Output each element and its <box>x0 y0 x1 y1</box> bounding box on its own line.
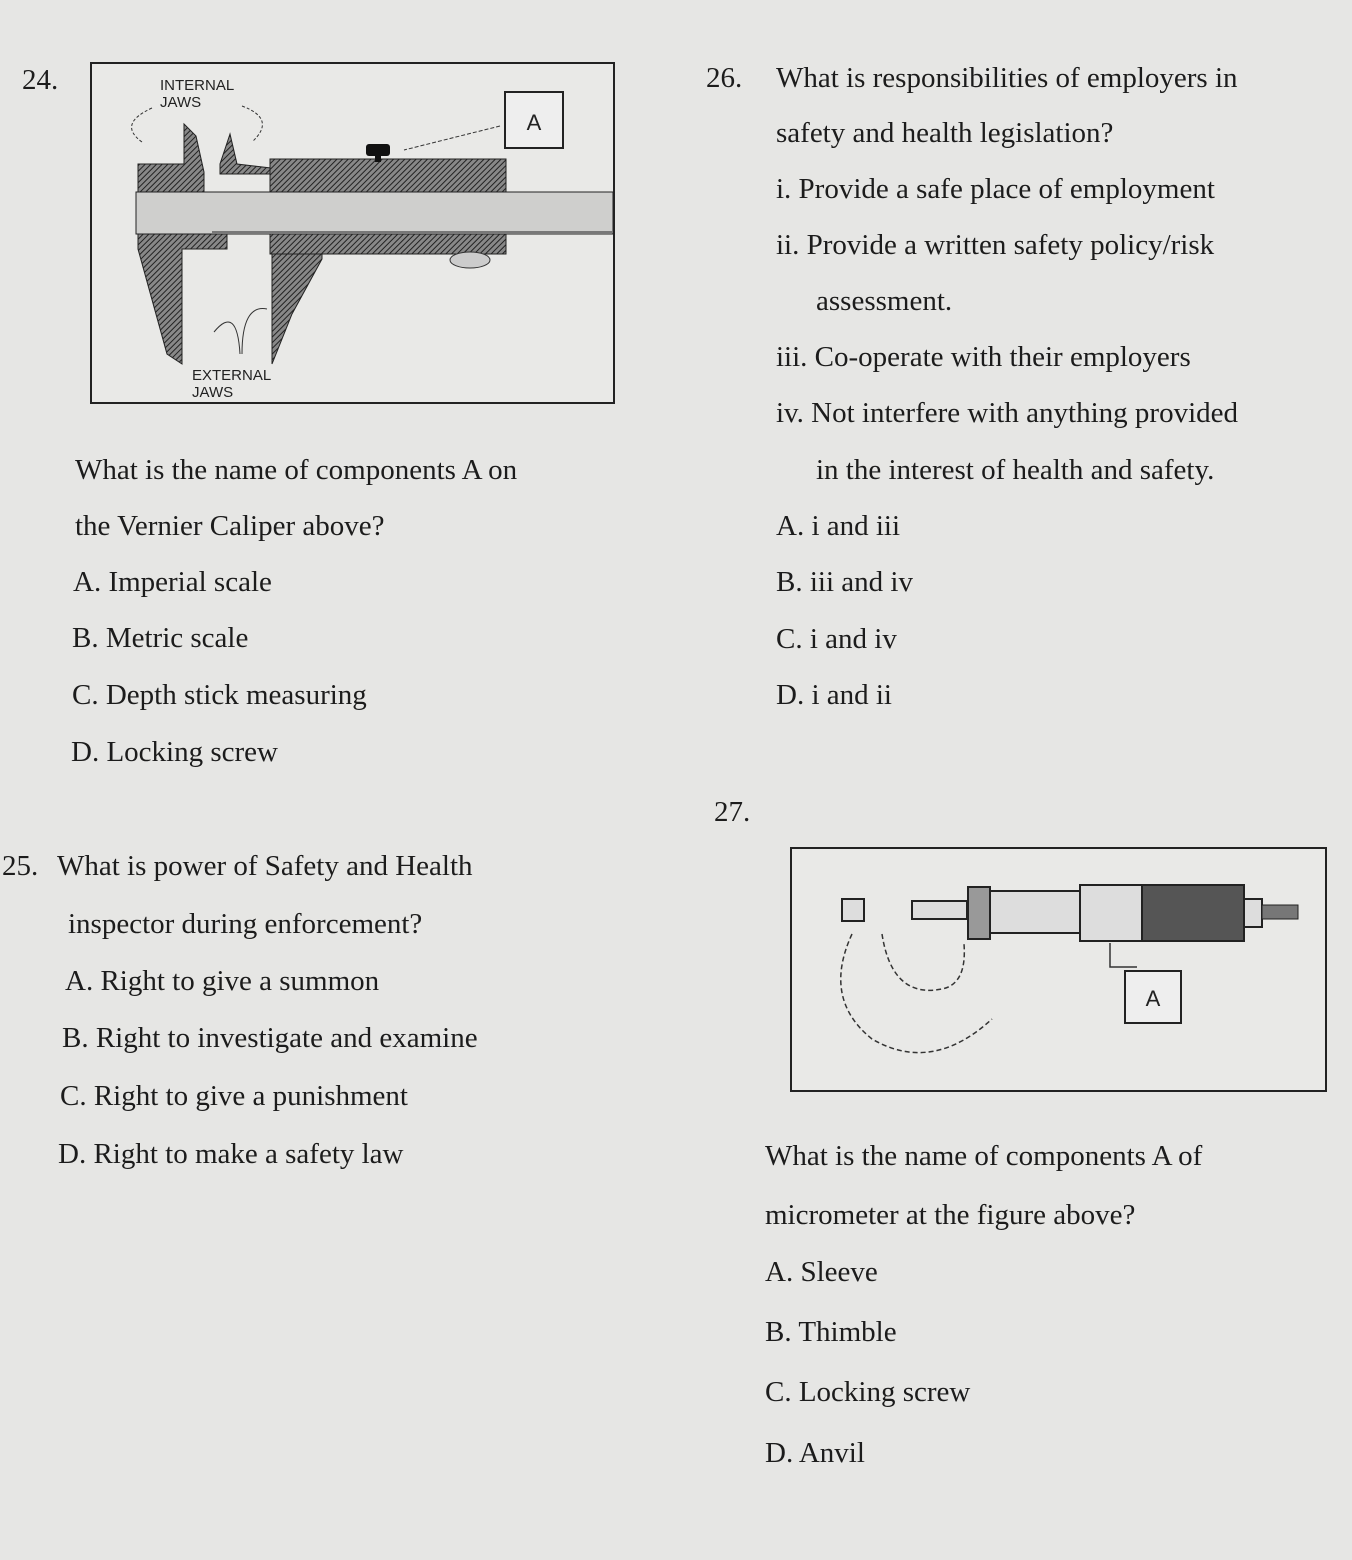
q26-statement-iv: iv. Not interfere with anything provided <box>776 397 1239 429</box>
q24-option-b: B. Metric scale <box>72 622 249 654</box>
q26-question-line2: safety and health legislation? <box>776 117 1114 149</box>
q24-question-line2: the Vernier Caliper above? <box>75 510 385 542</box>
q25-number: 25. <box>2 850 39 882</box>
q27-option-a: A. Sleeve <box>765 1256 878 1288</box>
q26-question-line1: What is responsibilities of employers in <box>776 62 1238 94</box>
q26-option-b: B. iii and iv <box>776 566 913 598</box>
micrometer-figure <box>790 847 1327 1092</box>
q26-statement-ii: ii. Provide a written safety policy/risk <box>776 229 1215 261</box>
q25-option-c: C. Right to give a punishment <box>60 1080 408 1112</box>
internal-jaws-label: INTERNAL <box>160 77 235 94</box>
q26-number: 26. <box>706 62 743 94</box>
callout-a: A <box>526 110 542 135</box>
external-jaws-label-2: JAWS <box>192 384 234 401</box>
q24-option-d: D. Locking screw <box>71 736 278 768</box>
q25-question-line1: What is power of Safety and Health <box>57 850 473 882</box>
q25-option-d: D. Right to make a safety law <box>58 1138 404 1170</box>
q27-number: 27. <box>714 796 751 828</box>
q24-question-line1: What is the name of components A on <box>75 454 518 486</box>
q25-option-a: A. Right to give a summon <box>65 965 380 997</box>
external-jaws-label: EXTERNAL <box>192 367 272 384</box>
q26-statement-iii: iii. Co-operate with their employers <box>776 341 1191 373</box>
vernier-caliper-figure <box>90 62 615 404</box>
q24-option-c: C. Depth stick measuring <box>72 679 367 711</box>
q27-option-b: B. Thimble <box>765 1316 897 1348</box>
q27-question-line2: micrometer at the figure above? <box>765 1199 1136 1231</box>
q25-option-b: B. Right to investigate and examine <box>62 1022 478 1054</box>
q25-question-line2: inspector during enforcement? <box>68 908 423 940</box>
q24-option-a: A. Imperial scale <box>73 566 272 598</box>
q26-option-d: D. i and ii <box>776 679 892 711</box>
q26-option-a: A. i and iii <box>776 510 901 542</box>
internal-jaws-label-2: JAWS <box>160 94 202 111</box>
q26-statement-i: i. Provide a safe place of employment <box>776 173 1215 205</box>
q24-number: 24. <box>22 64 59 96</box>
q26-statement-iv-cont: in the interest of health and safety. <box>816 454 1215 486</box>
q27-option-c: C. Locking screw <box>765 1376 971 1408</box>
callout-a: A <box>1145 986 1161 1011</box>
q27-option-d: D. Anvil <box>765 1437 865 1469</box>
q27-question-line1: What is the name of components A of <box>765 1140 1203 1172</box>
q26-option-c: C. i and iv <box>776 623 897 655</box>
q26-statement-ii-cont: assessment. <box>816 285 953 317</box>
